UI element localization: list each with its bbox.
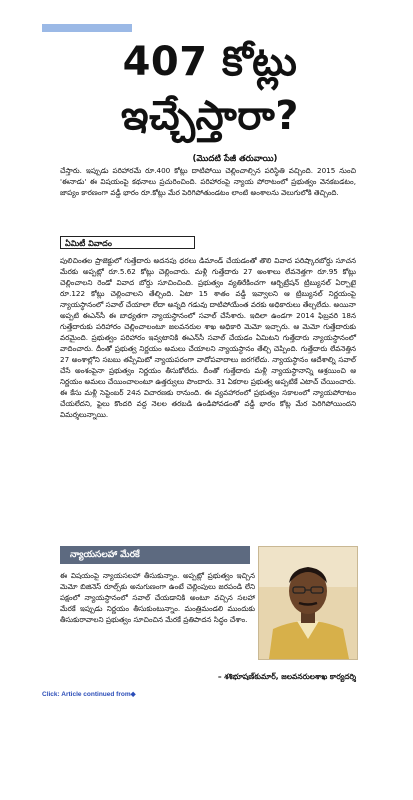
official-portrait-photo bbox=[258, 546, 358, 660]
article-paragraph-3: ఈ విషయంపై న్యాయసలహా తీసుకున్నాం. అప్పట్లో ప్రభుత్వం ఇచ్చిన మెమో బిజినెస్ రూల్స్‌కు అనుగుణంగా ఉంటే చెల్లింపులు జరపండి లేని పక్షంలో న్యాయస్థానంలో సవాల్ చేయడానికి అంటూ వచ్చిన సలహా మేరకే ఇప్పుడు నిర్ణయం తీసుకుంటున్నాం. మంత్రిమండలి ముందుకు తీసుకురావాలని ప్రభుత్వం సూచించిన మేరకే ప్రతిపాదన సిద్ధం చేశాం. bbox=[60, 571, 255, 624]
article-paragraph-1: చేస్తారు. ఇప్పుడు పరిహారమే రూ.400 కోట్లు దాటిపోయి చెల్లించాల్సిన పరిస్థితి వచ్చింది. 2015 నుంచి 'ఈనాడు' ఈ విషయంపై కథనాలు ప్రచురించింది. పరిహారంపై న్యాయ పోరాటంలో ప్రభుత్వం వెనకబడటం, జాప్యం కారణంగా వడ్డీ భారం రూ.కోట్లు మేర పెరిగిపోతుండటం లాంటి అంశాలను వెలుగులోకి తెచ్చింది. bbox=[60, 166, 356, 197]
headline-line-1: 407 కోట్లు bbox=[122, 39, 298, 85]
article-continued-link[interactable] bbox=[42, 690, 136, 698]
quote-attribution: – శశిభూషణ్‌కుమార్, జలవనరులశాఖ కార్యదర్శి bbox=[217, 672, 356, 681]
article-paragraph-2: పులిచింతల ప్రాజెక్టులో గుత్తేదారు అదనపు ధరలు డిమాండ్ చేయడంతో తొలి వివాద పరిష్కారబోర్డు సూచన మేరకు అప్పట్లో రూ.5.62 కోట్లు చెల్లించారు. మళ్లీ గుత్తేదారు 27 అంశాలు లేవనెత్తగా రూ.95 కోట్లు చెల్లించాలని రెండో వివాద బోర్డు సూచించింది. ప్రభుత్వం వ్యతిరేకించగా ఆర్బిట్రేషన్ ట్రిబ్యునల్ ఏర్పాటై రూ.122 కోట్లు చెల్లించాలని తేల్చింది. ఏటా 15 శాతం వడ్డీ ఇవ్వాలని ఆ ట్రిబ్యునల్ నిర్ణయంపై న్యాయస్థానంలో సవాల్ చేయాలా లేదా అన్నది గడువు దాటిపోయేంత వరకు అధికారులు తేల్చలేదు. అయినా అప్పటి ఈఎన్‌సీ ఈ బాధ్యతగా న్యాయస్థానంలో సవాల్ చేసేశారు. ఇదిలా ఉండగా 2014 ఫిబ్రవరి 18న గుత్తేదారుకు పరిహారం చెల్లించాలంటూ జలవనరుల శాఖ అధికారి మెమో ఇచ్చారు. ఆ మెమో గుత్తేదారుకు వరమైంది. ప్రభుత్వం పరిహారం ఇవ్వటానికి ఈఎన్‌సీ సవాల్ చేయడం ఏమిటని గుత్తేదారు న్యాయస్థానంలో వాదించారు. దీంతో ప్రభుత్వ నిర్ణయం అమలు చేయాలని న్యాయస్థానం తేల్చి చెప్పింది. గుత్తేదారు లేవనెత్తిన 27 అంశాల్లోని సబబు తప్పేమిటో న్యాయపరంగా వాదోపవాదాలు జరగలేదు. న్యాయస్థానం ఆదేశాల్ని సవాల్ చేసే అంశంపైనా ప్రభుత్వం నిర్ణయం తీసుకోలేదు. దీంతో గుత్తేదారు మళ్లీ న్యాయస్థానాన్ని ఆశ్రయించి ఆ నిర్ణయం అమలు చేయించాలంటూ ఉత్తర్వులు పొందారు. 31 ఏకరాల ప్రభుత్వ అప్పటికే ఎటాచ్ చేయించారు. ఈ కేసు మళ్లీ సెప్టెంబర్ 24న విచారణకు రానుంది. ఈ వ్యవహారంలో ప్రభుత్వం సకాలంలో న్యాయపోరాటం చేయలేదని, ఫైలు కొందరి వద్ద నెలల తరబడి ఉండిపోవడంతో వడ్డీ భారం కోట్ల మేర పెరిగిపోయిందని విమర్శలున్నాయి. bbox=[60, 256, 356, 419]
top-accent-bar bbox=[42, 24, 132, 32]
subheading-dispute: ఏమిటీ వివాదం bbox=[60, 236, 195, 249]
article-continued-link-text: Click: Article continued from bbox=[42, 691, 131, 698]
link-arrow-icon: ◆ bbox=[130, 691, 136, 698]
continuation-note: (మొదటి పేజీ తరువాయి) bbox=[192, 154, 278, 164]
headline-line-2: ఇచ్చేస్తారా? bbox=[121, 93, 299, 139]
subheading-legal-advice: న్యాయసలహా మేరకే bbox=[60, 546, 250, 564]
portrait-illustration bbox=[259, 547, 357, 659]
